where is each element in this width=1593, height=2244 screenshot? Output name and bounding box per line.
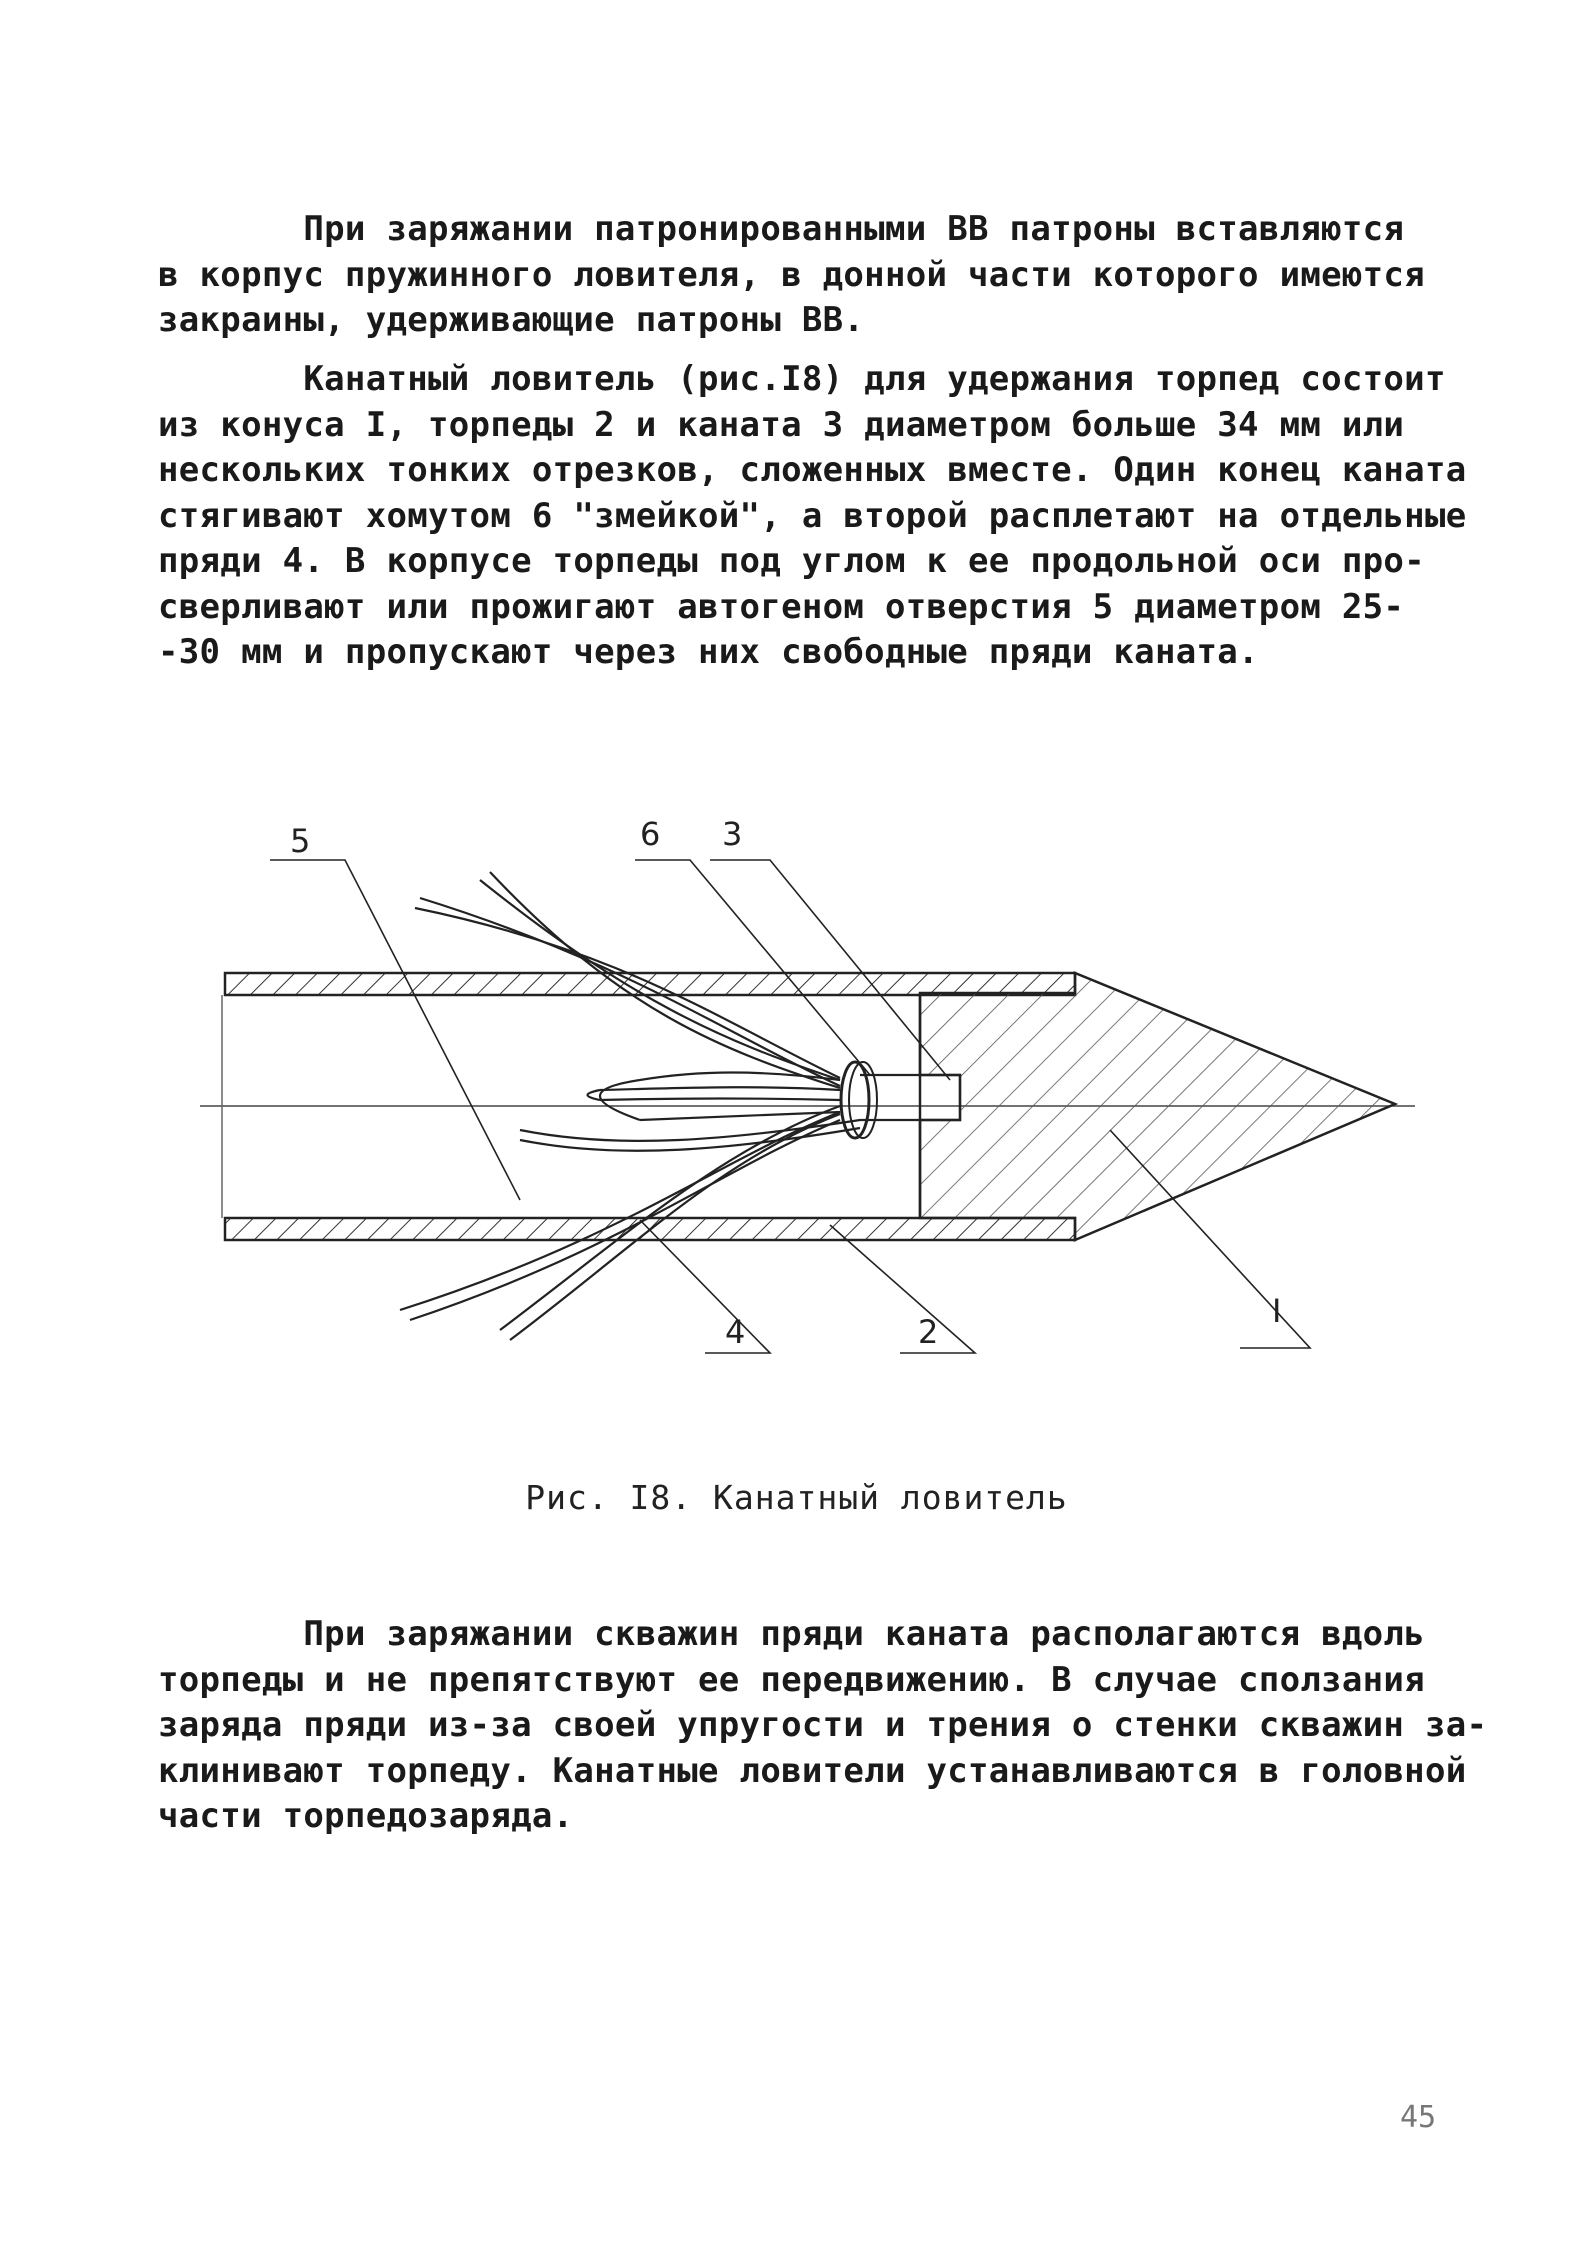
text-line: При заряжании скважин пряди каната располагаются вдоль [158, 1614, 1425, 1654]
label-6: 6 [640, 815, 661, 853]
label-5: 5 [290, 822, 311, 860]
figure-caption: Рис. I8. Канатный ловитель [525, 1478, 1068, 1517]
label-1: I [1272, 1292, 1282, 1330]
text-line: -30 мм и пропускают через них свободные пряди каната. [158, 632, 1259, 672]
label-4: 4 [725, 1313, 746, 1351]
text-line: нескольких тонких отрезков, сложенных вместе. Один конец каната [158, 450, 1467, 490]
text-line: торпеды и не препятствуют ее передвижению. В случае сползания [158, 1659, 1425, 1700]
paragraph-1 [158, 207, 1448, 344]
text-line: части торпедозаряда. [158, 1796, 574, 1836]
text-line: клинивают торпеду. Канатные ловители устанавливаются в головной [158, 1750, 1467, 1791]
rope-catcher-drawing [0, 790, 1593, 1390]
text-line: из конуса I, торпеды 2 и каната 3 диаметром больше 34 мм или [158, 404, 1405, 445]
cone [920, 973, 1395, 1240]
text-line: При заряжании патронированными ВВ патроны вставляются [158, 209, 1405, 249]
label-2: 2 [918, 1313, 939, 1351]
text-line: Канатный ловитель (рис.I8) для удержания торпед состоит [158, 359, 1446, 399]
text-line: сверливают или прожигают автогеном отверстия 5 диаметром 25- [158, 586, 1405, 627]
text-line: в корпус пружинного ловителя, в донной части которого имеются [158, 254, 1425, 295]
paragraph-2 [158, 357, 1467, 676]
label-3: 3 [722, 815, 743, 853]
page-number: 45 [1400, 2100, 1437, 2135]
text-line: пряди 4. В корпусе торпеды под углом к ее продольной оси про- [158, 541, 1425, 581]
rope-bundle [588, 1062, 961, 1138]
paragraph-3 [158, 1612, 1488, 1840]
text-line: стягивают хомутом 6 "змейкой", а второй расплетают на отдельные [158, 495, 1467, 536]
text-line: заряда пряди из-за своей упругости и трения о стенки скважин за- [158, 1705, 1488, 1745]
text-line: закраины, удерживающие патроны ВВ. [158, 300, 865, 340]
